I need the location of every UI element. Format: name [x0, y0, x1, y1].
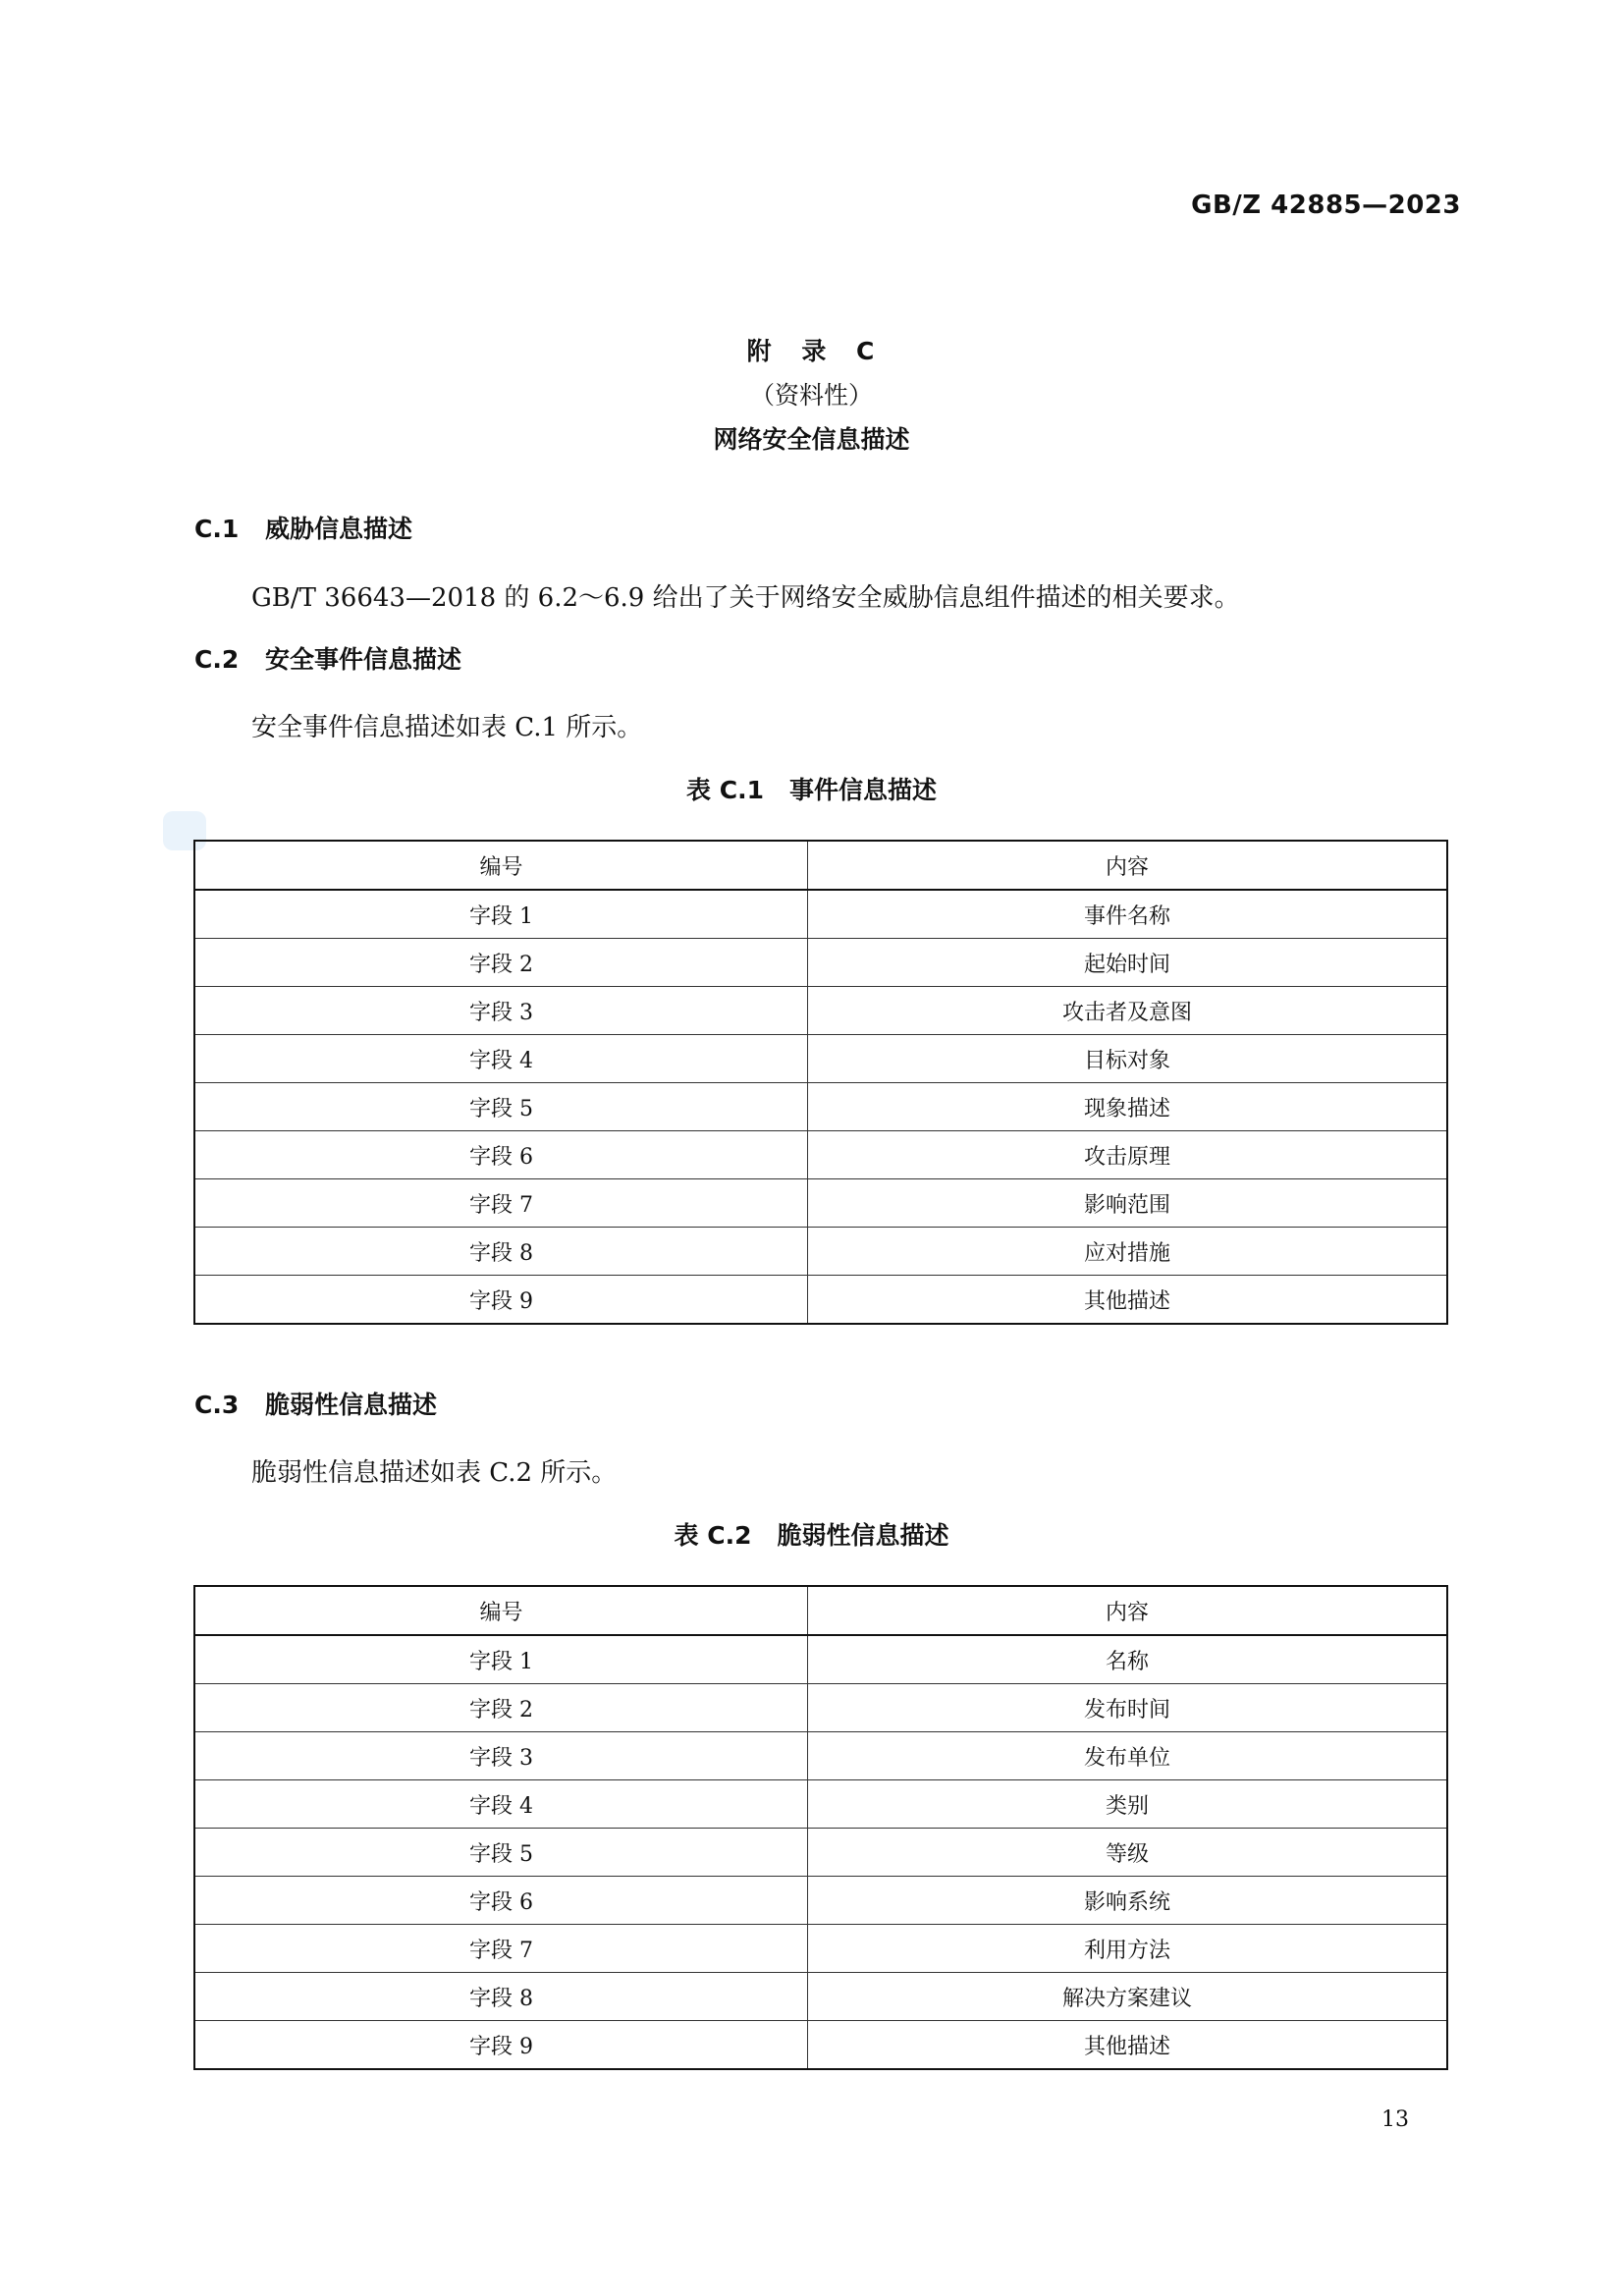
section-heading-c3 [194, 1386, 437, 1421]
table-row [194, 1973, 1447, 2021]
section-heading-c2 [194, 640, 461, 676]
table-row [194, 1780, 1447, 1829]
annex-title: 网络安全信息描述 [713, 425, 910, 454]
table-caption-c2 [0, 1516, 1623, 1552]
field-id-cell: 字段 4 [194, 1780, 808, 1829]
section-number: C.2 [194, 645, 240, 674]
table-row [194, 1635, 1447, 1684]
table-row [194, 890, 1447, 939]
column-header-content: 内容 [808, 841, 1448, 890]
section-number: C.1 [194, 515, 240, 543]
section-number: C.3 [194, 1391, 240, 1419]
field-id-cell: 字段 6 [194, 1877, 808, 1925]
field-content-cell: 解决方案建议 [808, 1973, 1448, 2021]
field-content-cell: 名称 [808, 1635, 1448, 1684]
field-id-cell: 字段 6 [194, 1131, 808, 1179]
field-content-cell: 类别 [808, 1780, 1448, 1829]
field-id-cell: 字段 2 [194, 1684, 808, 1732]
field-id-cell: 字段 7 [194, 1925, 808, 1973]
field-content-cell: 影响范围 [808, 1179, 1448, 1228]
table-row [194, 1083, 1447, 1131]
table-caption-title: 事件信息描述 [788, 776, 937, 804]
field-id-cell: 字段 9 [194, 1276, 808, 1325]
field-content-cell: 现象描述 [808, 1083, 1448, 1131]
section-heading-c1 [194, 510, 412, 545]
table-row [194, 939, 1447, 987]
vulnerability-info-table [193, 1585, 1448, 2070]
field-content-cell: 利用方法 [808, 1925, 1448, 1973]
field-id-cell: 字段 9 [194, 2021, 808, 2070]
table-row [194, 1276, 1447, 1325]
table-row [194, 1035, 1447, 1083]
table-row [194, 2021, 1447, 2070]
field-content-cell: 事件名称 [808, 890, 1448, 939]
table-header-row [194, 841, 1447, 890]
field-id-cell: 字段 7 [194, 1179, 808, 1228]
column-header-id: 编号 [194, 1586, 808, 1635]
section-title: 安全事件信息描述 [265, 645, 462, 674]
field-content-cell: 攻击者及意图 [808, 987, 1448, 1035]
field-content-cell: 起始时间 [808, 939, 1448, 987]
field-id-cell: 字段 1 [194, 1635, 808, 1684]
table-caption-number: 表 C.1 [686, 776, 764, 804]
field-id-cell: 字段 1 [194, 890, 808, 939]
field-content-cell: 攻击原理 [808, 1131, 1448, 1179]
section-paragraph-c2: 安全事件信息描述如表 C.1 所示。 [251, 713, 643, 742]
table-row [194, 1732, 1447, 1780]
table-row [194, 1684, 1447, 1732]
table-row [194, 1131, 1447, 1179]
section-paragraph-c1: GB/T 36643—2018 的 6.2～6.9 给出了关于网络安全威胁信息组件描述的相关要求。 [251, 583, 1240, 613]
table-row [194, 1925, 1447, 1973]
table-row [194, 1829, 1447, 1877]
table-row [194, 987, 1447, 1035]
field-id-cell: 字段 5 [194, 1829, 808, 1877]
table-caption-number: 表 C.2 [674, 1521, 752, 1550]
field-content-cell: 目标对象 [808, 1035, 1448, 1083]
field-id-cell: 字段 8 [194, 1973, 808, 2021]
field-id-cell: 字段 2 [194, 939, 808, 987]
field-id-cell: 字段 8 [194, 1228, 808, 1276]
field-content-cell: 其他描述 [808, 1276, 1448, 1325]
field-id-cell: 字段 3 [194, 1732, 808, 1780]
field-id-cell: 字段 5 [194, 1083, 808, 1131]
table-caption-title: 脆弱性信息描述 [777, 1521, 949, 1550]
section-paragraph-c3: 脆弱性信息描述如表 C.2 所示。 [251, 1458, 618, 1488]
field-content-cell: 影响系统 [808, 1877, 1448, 1925]
event-info-table [193, 840, 1448, 1325]
column-header-content: 内容 [808, 1586, 1448, 1635]
table-row [194, 1877, 1447, 1925]
field-content-cell: 发布单位 [808, 1732, 1448, 1780]
annex-nature: （资料性） [749, 381, 873, 410]
table-row [194, 1179, 1447, 1228]
field-content-cell: 发布时间 [808, 1684, 1448, 1732]
field-content-cell: 应对措施 [808, 1228, 1448, 1276]
field-id-cell: 字段 4 [194, 1035, 808, 1083]
field-content-cell: 其他描述 [808, 2021, 1448, 2070]
field-content-cell: 等级 [808, 1829, 1448, 1877]
standard-number: GB/Z 42885—2023 [1191, 191, 1461, 220]
table-header-row [194, 1586, 1447, 1635]
section-title: 脆弱性信息描述 [265, 1391, 438, 1419]
table-row [194, 1228, 1447, 1276]
page-number: 13 [1381, 2107, 1409, 2132]
section-title: 威胁信息描述 [265, 515, 413, 543]
column-header-id: 编号 [194, 841, 808, 890]
field-id-cell: 字段 3 [194, 987, 808, 1035]
table-caption-c1 [0, 771, 1623, 806]
annex-label: 附 录 C [746, 337, 877, 365]
